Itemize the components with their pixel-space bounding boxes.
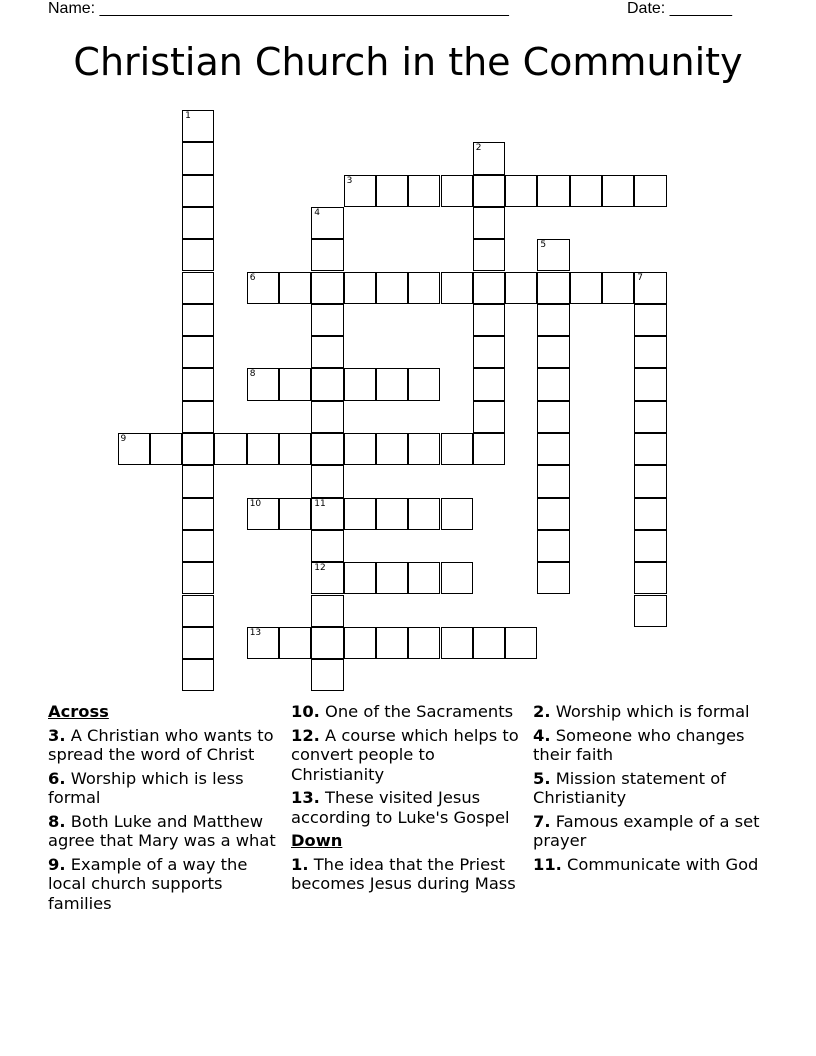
clue-down-1 bbox=[291, 855, 523, 894]
crossword-cell[interactable] bbox=[537, 465, 569, 497]
crossword-cell[interactable] bbox=[344, 562, 376, 594]
crossword-cell[interactable] bbox=[311, 465, 343, 497]
clue-down-7 bbox=[533, 812, 765, 851]
cell-number: 2 bbox=[475, 143, 482, 154]
crossword-cell[interactable] bbox=[182, 562, 214, 594]
clue-number: 5. bbox=[533, 768, 551, 788]
cell-number: 12 bbox=[314, 563, 326, 574]
clue-number: 8. bbox=[48, 811, 66, 831]
crossword-cell[interactable] bbox=[247, 627, 279, 659]
cell-number: 7 bbox=[637, 272, 644, 283]
crossword-cell[interactable] bbox=[247, 433, 279, 465]
clue-across-6 bbox=[48, 769, 280, 808]
crossword-cell[interactable] bbox=[441, 175, 473, 207]
crossword-cell[interactable] bbox=[537, 336, 569, 368]
crossword-cell[interactable] bbox=[279, 433, 311, 465]
crossword-cell[interactable] bbox=[602, 175, 634, 207]
crossword-cell[interactable] bbox=[344, 627, 376, 659]
crossword-cell[interactable] bbox=[473, 207, 505, 239]
clue-across-13 bbox=[291, 788, 523, 827]
clue-down-4 bbox=[533, 726, 765, 765]
crossword-cell[interactable] bbox=[118, 433, 150, 465]
clue-text: A Christian who wants to spread the word of Christ bbox=[48, 725, 274, 764]
crossword-cell[interactable] bbox=[344, 433, 376, 465]
crossword-cell[interactable] bbox=[505, 175, 537, 207]
clue-text: Example of a way the local church supports families bbox=[48, 854, 248, 913]
crossword-cell[interactable] bbox=[473, 142, 505, 174]
crossword-cell[interactable] bbox=[473, 433, 505, 465]
cell-number: 3 bbox=[346, 175, 353, 186]
crossword-cell[interactable] bbox=[182, 272, 214, 304]
crossword-cell[interactable] bbox=[344, 272, 376, 304]
crossword-cell[interactable] bbox=[376, 175, 408, 207]
cell-number: 10 bbox=[249, 498, 262, 509]
crossword-cell[interactable] bbox=[634, 175, 666, 207]
crossword-cell[interactable] bbox=[279, 498, 311, 530]
clue-across-9 bbox=[48, 855, 280, 914]
crossword-cell[interactable] bbox=[602, 272, 634, 304]
crossword-cell[interactable] bbox=[634, 498, 666, 530]
crossword-cell[interactable] bbox=[408, 433, 440, 465]
crossword-cell[interactable] bbox=[376, 562, 408, 594]
clue-text: Someone who changes their faith bbox=[533, 725, 745, 764]
crossword-cell[interactable] bbox=[182, 465, 214, 497]
crossword-cell[interactable] bbox=[376, 627, 408, 659]
clue-across-12 bbox=[291, 726, 523, 785]
crossword-cell[interactable] bbox=[182, 498, 214, 530]
page-title: Christian Church in the Community bbox=[73, 40, 743, 84]
crossword-cell[interactable] bbox=[570, 175, 602, 207]
cell-number: 1 bbox=[185, 111, 191, 121]
crossword-cell[interactable] bbox=[408, 175, 440, 207]
crossword-cell[interactable] bbox=[344, 498, 376, 530]
crossword-cell[interactable] bbox=[570, 272, 602, 304]
crossword-cell[interactable] bbox=[634, 401, 666, 433]
crossword-cell[interactable] bbox=[182, 530, 214, 562]
crossword-cell[interactable] bbox=[537, 368, 569, 400]
crossword-cell[interactable] bbox=[344, 368, 376, 400]
crossword-cell[interactable] bbox=[473, 368, 505, 400]
crossword-cell[interactable] bbox=[182, 433, 214, 465]
clue-number: 2. bbox=[533, 702, 551, 721]
clue-across-3 bbox=[48, 726, 280, 765]
clue-number: 6. bbox=[48, 768, 66, 788]
crossword-cell[interactable] bbox=[311, 562, 343, 594]
name-field-label: Name: ______________________________________________ bbox=[48, 0, 509, 17]
crossword-cell[interactable] bbox=[441, 433, 473, 465]
crossword-cell[interactable] bbox=[408, 627, 440, 659]
crossword-cell[interactable] bbox=[537, 401, 569, 433]
clues-column-1 bbox=[48, 702, 280, 917]
crossword-cell[interactable] bbox=[311, 595, 343, 627]
clues-column-3 bbox=[533, 702, 765, 878]
date-field-label: Date: _______ bbox=[627, 0, 732, 17]
crossword-cell[interactable] bbox=[182, 110, 214, 142]
crossword-cell[interactable] bbox=[376, 272, 408, 304]
crossword-cell[interactable] bbox=[505, 627, 537, 659]
clue-number: 4. bbox=[533, 725, 551, 745]
crossword-cell[interactable] bbox=[311, 433, 343, 465]
crossword-cell[interactable] bbox=[408, 272, 440, 304]
crossword-cell[interactable] bbox=[279, 368, 311, 400]
crossword-cell[interactable] bbox=[408, 368, 440, 400]
crossword-cell[interactable] bbox=[376, 433, 408, 465]
crossword-cell[interactable] bbox=[247, 498, 279, 530]
crossword-cell[interactable] bbox=[634, 595, 666, 627]
clue-text: These visited Jesus according to Luke's Gospel bbox=[291, 788, 510, 827]
crossword-cell[interactable] bbox=[182, 304, 214, 336]
clue-number: 3. bbox=[48, 725, 66, 745]
crossword-cell[interactable] bbox=[473, 627, 505, 659]
crossword-cell[interactable] bbox=[311, 401, 343, 433]
crossword-cell[interactable] bbox=[247, 368, 279, 400]
crossword-cell[interactable] bbox=[473, 272, 505, 304]
crossword-cell[interactable] bbox=[473, 401, 505, 433]
clue-down-2 bbox=[533, 702, 765, 722]
cell-number: 6 bbox=[249, 272, 256, 283]
crossword-cell[interactable] bbox=[537, 272, 569, 304]
clue-text: Both Luke and Matthew agree that Mary was a what bbox=[48, 811, 276, 850]
clue-across-8 bbox=[48, 812, 280, 851]
cell-number: 11 bbox=[314, 498, 326, 509]
crossword-cell[interactable] bbox=[376, 498, 408, 530]
crossword-cell[interactable] bbox=[441, 627, 473, 659]
crossword-cell[interactable] bbox=[537, 562, 569, 594]
crossword-cell[interactable] bbox=[537, 530, 569, 562]
crossword-cell[interactable] bbox=[150, 433, 182, 465]
clue-down-5 bbox=[533, 769, 765, 808]
cell-number: 5 bbox=[540, 240, 547, 251]
clue-text: One of the Sacraments bbox=[325, 702, 514, 721]
crossword-cell[interactable] bbox=[634, 433, 666, 465]
crossword-cell[interactable] bbox=[214, 433, 246, 465]
crossword-cell[interactable] bbox=[279, 272, 311, 304]
clue-text: Communicate with God bbox=[567, 854, 759, 874]
crossword-cell[interactable] bbox=[408, 562, 440, 594]
clue-text: Famous example of a set prayer bbox=[533, 811, 760, 850]
crossword-cell[interactable] bbox=[634, 465, 666, 497]
clue-text: Worship which is less formal bbox=[48, 768, 244, 807]
clue-number: 11. bbox=[533, 854, 562, 874]
crossword-cell[interactable] bbox=[182, 595, 214, 627]
crossword-cell[interactable] bbox=[182, 627, 214, 659]
crossword-cell[interactable] bbox=[473, 336, 505, 368]
clue-number: 1. bbox=[291, 854, 309, 874]
crossword-cell[interactable] bbox=[311, 239, 343, 271]
crossword-cell[interactable] bbox=[537, 239, 569, 271]
crossword-cell[interactable] bbox=[408, 498, 440, 530]
clue-across-10 bbox=[291, 702, 523, 722]
crossword-cell[interactable] bbox=[473, 304, 505, 336]
crossword-cell[interactable] bbox=[182, 336, 214, 368]
crossword-cell[interactable] bbox=[311, 627, 343, 659]
crossword-cell[interactable] bbox=[473, 239, 505, 271]
crossword-cell[interactable] bbox=[182, 175, 214, 207]
crossword-cell[interactable] bbox=[311, 659, 343, 691]
crossword-cell[interactable] bbox=[311, 336, 343, 368]
crossword-cell[interactable] bbox=[505, 272, 537, 304]
crossword-cell[interactable] bbox=[537, 433, 569, 465]
crossword-cell[interactable] bbox=[537, 304, 569, 336]
cell-number: 4 bbox=[314, 207, 321, 218]
crossword-cell[interactable] bbox=[441, 498, 473, 530]
clue-number: 12. bbox=[291, 725, 320, 745]
crossword-cell[interactable] bbox=[634, 336, 666, 368]
clue-down-11 bbox=[533, 855, 765, 875]
crossword-cell[interactable] bbox=[311, 368, 343, 400]
crossword-cell[interactable] bbox=[634, 530, 666, 562]
crossword-cell[interactable] bbox=[182, 207, 214, 239]
clue-number: 7. bbox=[533, 811, 551, 831]
crossword-cell[interactable] bbox=[634, 562, 666, 594]
crossword-cell[interactable] bbox=[344, 175, 376, 207]
clue-text: Mission statement of Christianity bbox=[533, 768, 726, 807]
clue-number: 10. bbox=[291, 702, 320, 721]
clue-number: 9. bbox=[48, 854, 66, 874]
crossword-cell[interactable] bbox=[182, 368, 214, 400]
crossword-cell[interactable] bbox=[311, 304, 343, 336]
across-heading: Across bbox=[48, 702, 109, 721]
clues-column-2 bbox=[291, 702, 523, 898]
crossword-cell[interactable] bbox=[376, 368, 408, 400]
down-heading: Down bbox=[291, 831, 343, 850]
crossword-cell[interactable] bbox=[311, 530, 343, 562]
crossword-cell[interactable] bbox=[634, 272, 666, 304]
crossword-cell[interactable] bbox=[441, 562, 473, 594]
crossword-cell[interactable] bbox=[537, 175, 569, 207]
crossword-cell[interactable] bbox=[279, 627, 311, 659]
crossword-cell[interactable] bbox=[311, 207, 343, 239]
crossword-cell[interactable] bbox=[634, 368, 666, 400]
crossword-cell[interactable] bbox=[182, 239, 214, 271]
crossword-cell[interactable] bbox=[441, 272, 473, 304]
crossword-cell[interactable] bbox=[182, 401, 214, 433]
clue-number: 13. bbox=[291, 788, 320, 807]
crossword-cell[interactable] bbox=[311, 272, 343, 304]
crossword-cell[interactable] bbox=[311, 498, 343, 530]
clue-text: The idea that the Priest becomes Jesus during Mass bbox=[291, 854, 516, 893]
crossword-cell[interactable] bbox=[182, 659, 214, 691]
crossword-cell[interactable] bbox=[473, 175, 505, 207]
cell-number: 9 bbox=[120, 434, 127, 444]
clue-text: A course which helps to convert people to Christianity bbox=[291, 725, 519, 784]
crossword-cell[interactable] bbox=[634, 304, 666, 336]
cell-number: 13 bbox=[249, 627, 262, 638]
cell-number: 8 bbox=[249, 369, 256, 380]
clue-text: Worship which is formal bbox=[555, 702, 750, 721]
crossword-cell[interactable] bbox=[182, 142, 214, 174]
crossword-cell[interactable] bbox=[537, 498, 569, 530]
crossword-cell[interactable] bbox=[247, 272, 279, 304]
